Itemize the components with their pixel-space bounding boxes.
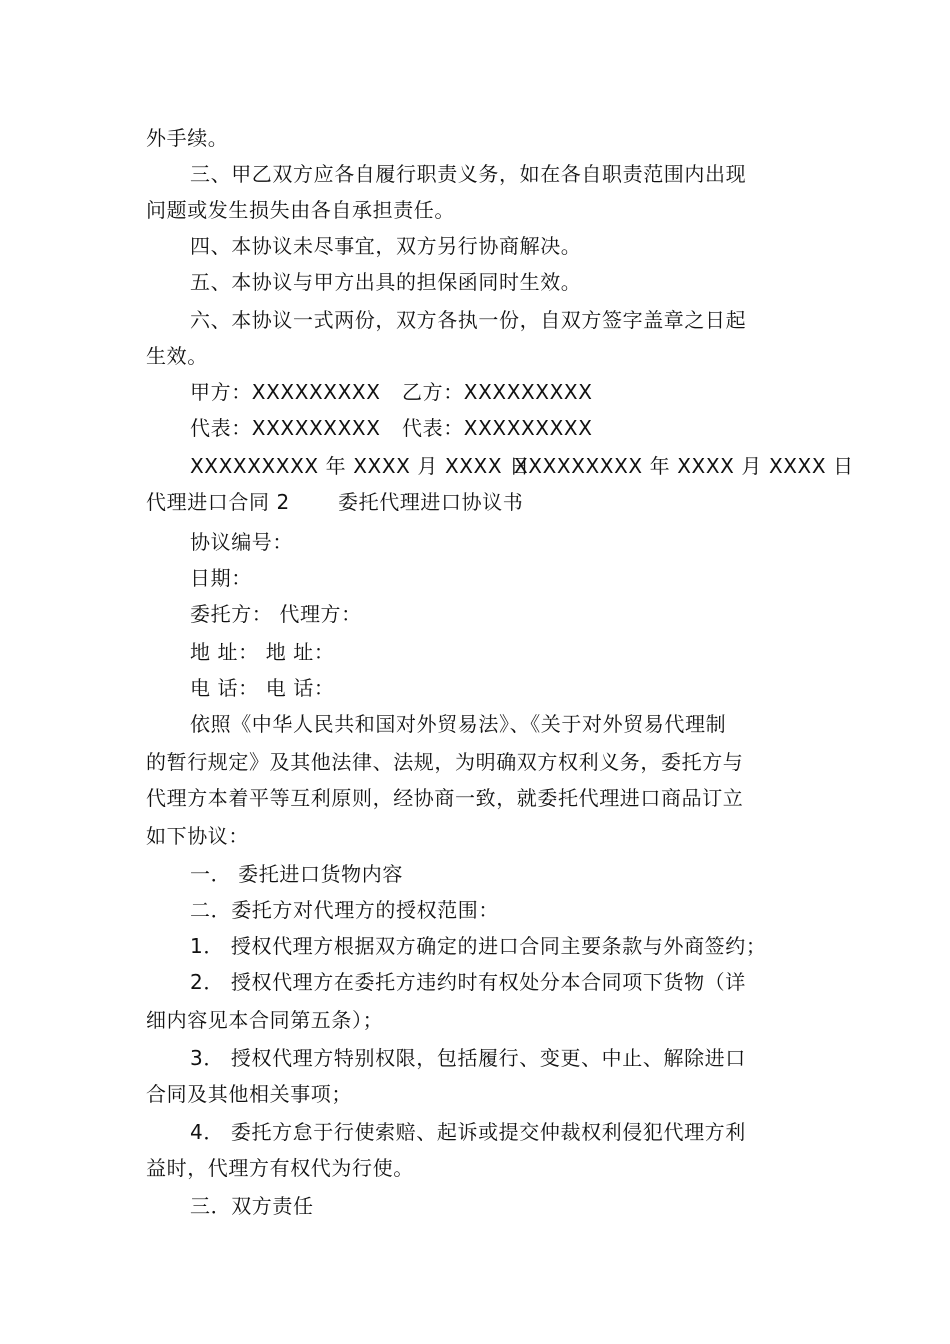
section-heading-one: 一． 委托进口货物内容	[190, 862, 403, 886]
signature-date-a: XXXXXXXXX 年 XXXX 月 XXXX 日	[190, 454, 530, 478]
representative-a: 代表：XXXXXXXXX	[190, 416, 381, 440]
section-heading-two: 二．委托方对代理方的授权范围：	[190, 898, 499, 922]
signature-date-b: XXXXXXXXX 年 XXXX 月 XXXX 日	[514, 454, 854, 478]
field-parties: 委托方： 代理方：	[190, 602, 362, 626]
field-agreement-number: 协议编号：	[190, 530, 293, 554]
body-line: 益时，代理方有权代为行使。	[146, 1156, 414, 1180]
body-line: 的暂行规定》及其他法律、法规，为明确双方权利义务，委托方与	[146, 750, 744, 774]
body-line: 合同及其他相关事项；	[146, 1082, 352, 1106]
text-line: 外手续。	[146, 126, 229, 150]
body-line: 细内容见本合同第五条）；	[146, 1008, 384, 1032]
clause-five: 五、本协议与甲方出具的担保函同时生效。	[190, 270, 582, 294]
authority-item-3: 3． 授权代理方特别权限，包括履行、变更、中止、解除进口	[190, 1046, 746, 1070]
body-line: 如下协议：	[146, 824, 249, 848]
clause-six: 六、本协议一式两份，双方各执一份，自双方签字盖章之日起	[190, 308, 747, 332]
body-line: 依照《中华人民共和国对外贸易法》、《关于对外贸易代理制	[190, 712, 727, 736]
field-phone: 电 话： 电 话：	[190, 676, 335, 700]
party-a: 甲方：XXXXXXXXX	[190, 380, 381, 404]
authority-item-2: 2． 授权代理方在委托方违约时有权处分本合同项下货物（详	[190, 970, 746, 994]
authority-item-1: 1． 授权代理方根据双方确定的进口合同主要条款与外商签约；	[190, 934, 767, 958]
field-date: 日期：	[190, 566, 252, 590]
text-line: 问题或发生损失由各自承担责任。	[146, 198, 455, 222]
section-heading-three: 三．双方责任	[190, 1194, 314, 1218]
authority-item-4: 4． 委托方怠于行使索赔、起诉或提交仲裁权利侵犯代理方利	[190, 1120, 746, 1144]
section-title-right: 委托代理进口协议书	[338, 490, 524, 514]
representative-b: 代表：XXXXXXXXX	[402, 416, 593, 440]
text-line: 生效。	[146, 344, 208, 368]
party-b: 乙方：XXXXXXXXX	[402, 380, 593, 404]
section-title-left: 代理进口合同 2	[146, 490, 290, 514]
clause-four: 四、本协议未尽事宜，双方另行协商解决。	[190, 234, 582, 258]
field-address: 地 址： 地 址：	[190, 640, 335, 664]
body-line: 代理方本着平等互利原则，经协商一致，就委托代理进口商品订立	[146, 786, 744, 810]
clause-three: 三、甲乙双方应各自履行职责义务，如在各自职责范围内出现	[190, 162, 747, 186]
